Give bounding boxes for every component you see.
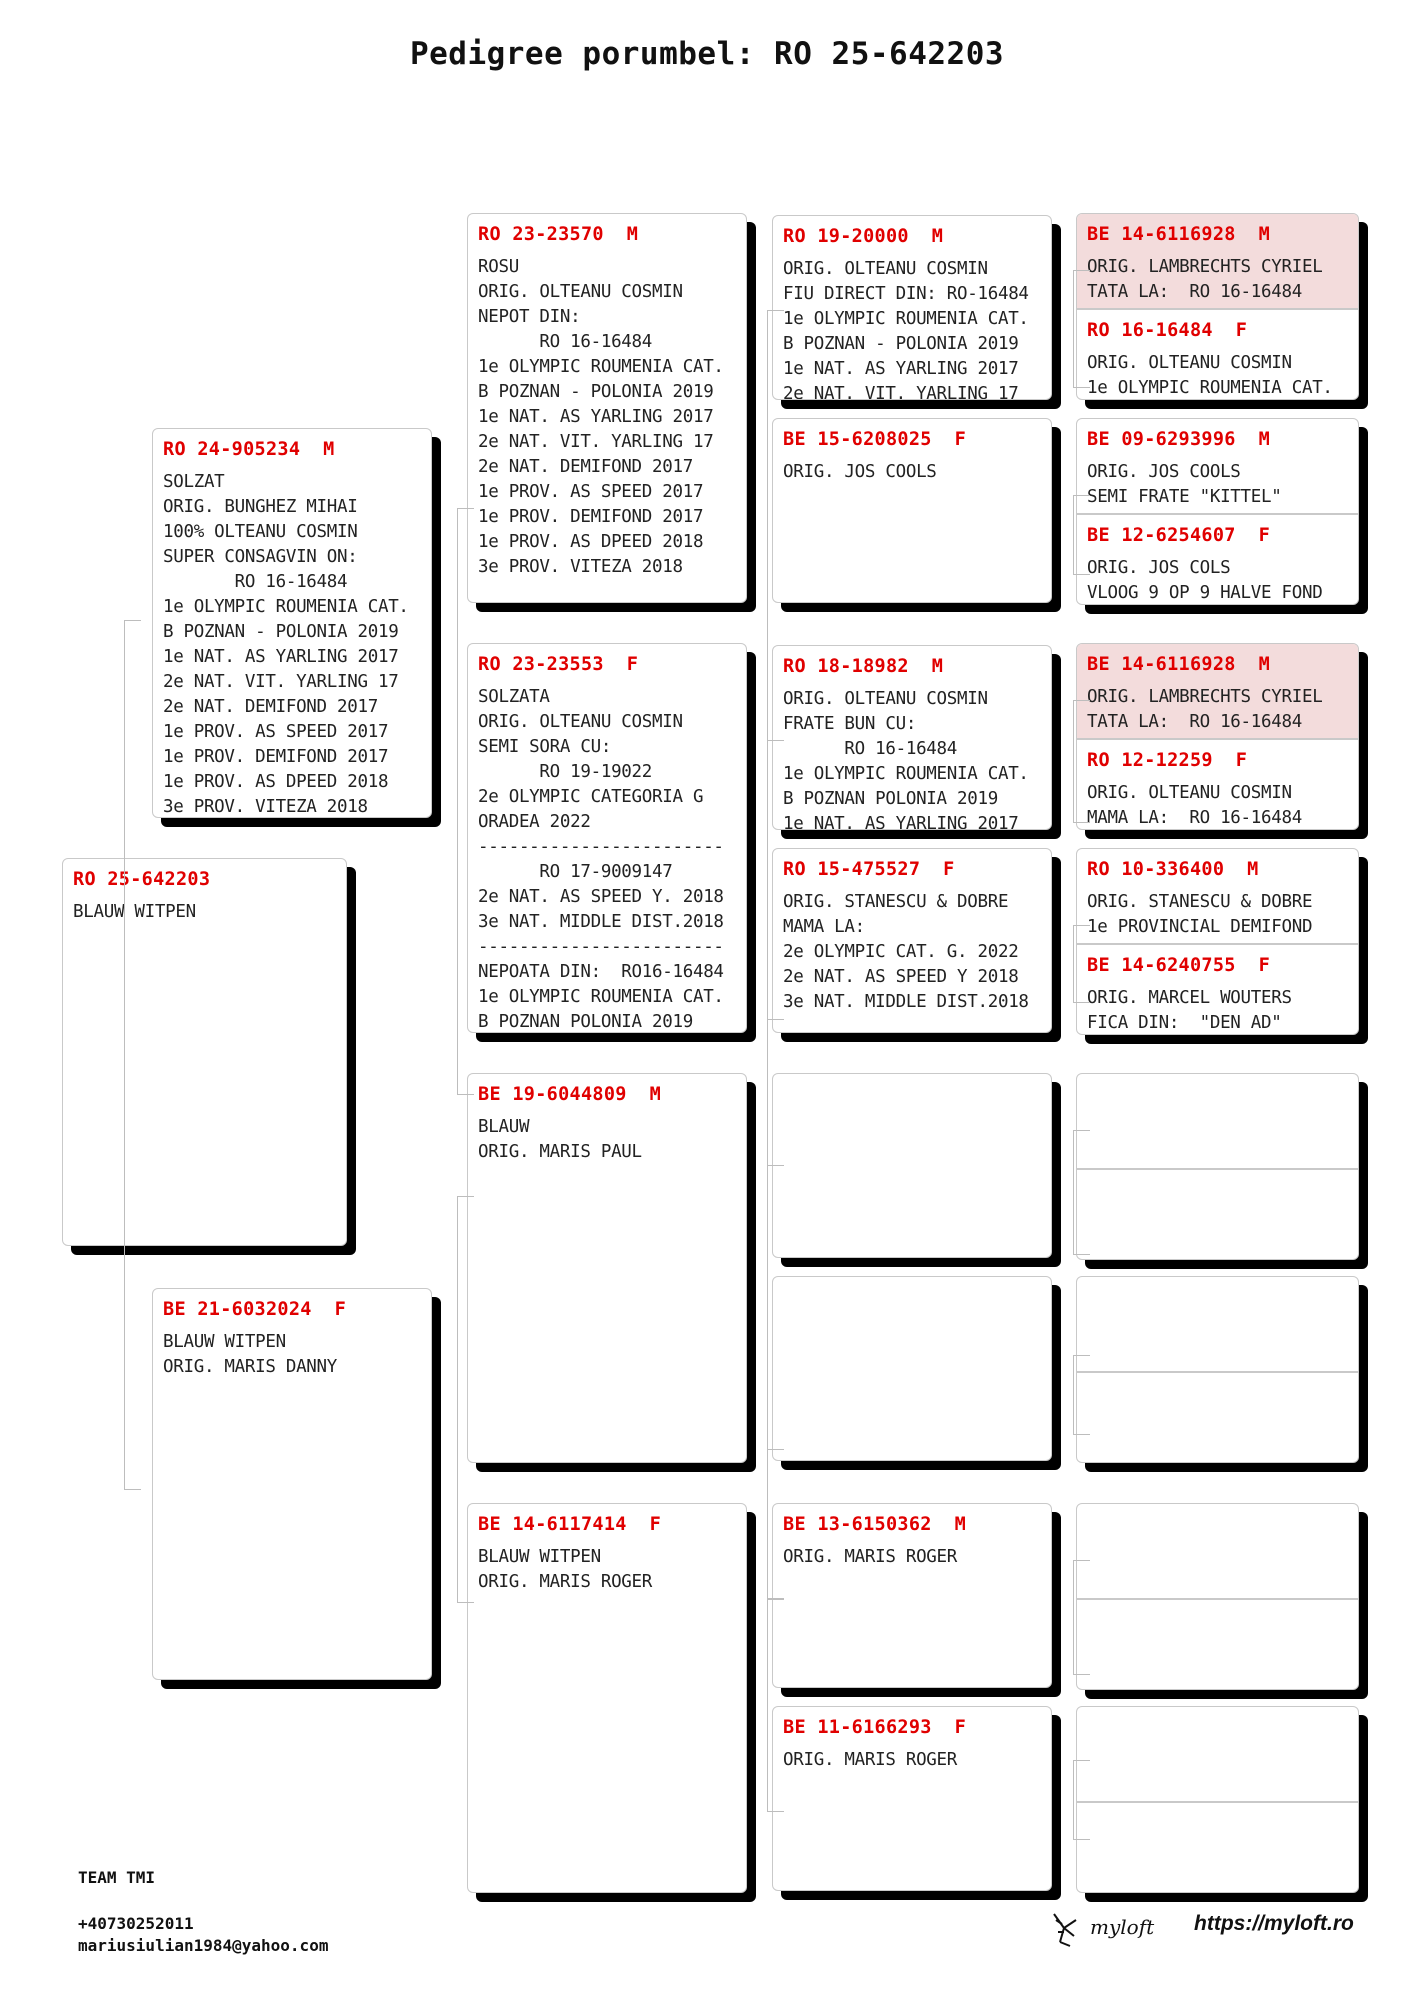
pedigree-line: ORIG. MARIS PAUL	[478, 1142, 642, 1162]
pedigree-line: BLAUW WITPEN	[163, 1332, 286, 1352]
bracket-connector	[1073, 1760, 1074, 1840]
pedigree-line: ORADEA 2022	[478, 812, 591, 832]
pedigree-line: ------------------------	[478, 837, 724, 857]
logo-wordmark: myloft	[1090, 1915, 1155, 1939]
sire-dam-card-ring: RO 23-23553 F	[478, 654, 639, 675]
pedigree-line: FICA DIN: "DEN AD"	[1087, 1013, 1282, 1033]
bracket-connector	[767, 1165, 768, 1600]
pedigree-line: BLAUW WITPEN	[478, 1547, 601, 1567]
pedigree-line: SUPER CONSAGVIN ON:	[163, 547, 358, 567]
pedigree-line: TATA LA: RO 16-16484	[1087, 282, 1302, 302]
pedigree-line: SEMI FRATE "KITTEL"	[1087, 487, 1282, 507]
pedigree-line: NEPOT DIN:	[478, 307, 581, 327]
pedigree-line: B POZNAN POLONIA 2019	[783, 789, 998, 809]
pedigree-line: B POZNAN - POLONIA 2019	[478, 382, 714, 402]
pedigree-line: 1e NAT. AS YARLING 2017	[783, 359, 1019, 379]
pedigree-line: ORIG. JOS COOLS	[783, 462, 937, 482]
pedigree-line: ORIG. MARIS ROGER	[783, 1547, 958, 1567]
pedigree-line: 100% OLTEANU COSMIN	[163, 522, 358, 542]
pedigree-line: ORIG. OLTEANU COSMIN	[478, 712, 683, 732]
pedigree-line: ORIG. LAMBRECHTS CYRIEL	[1087, 687, 1323, 707]
pedigree-line: ------------------------	[478, 937, 724, 957]
g4-card	[1076, 1073, 1359, 1260]
g3-card	[772, 1706, 1052, 1891]
pedigree-line: ORIG. OLTEANU COSMIN	[1087, 783, 1292, 803]
pedigree-line: VLOOG 9 OP 9 HALVE FOND	[1087, 583, 1323, 603]
g3-card	[772, 1073, 1052, 1258]
pedigree-line: ORIG. OLTEANU COSMIN	[1087, 353, 1292, 373]
pedigree-line: B POZNAN - POLONIA 2019	[783, 334, 1019, 354]
website-url: https://myloft.ro	[1194, 1912, 1354, 1935]
g4-bottom-ring: BE 12-6254607 F	[1087, 525, 1271, 546]
pedigree-line: 1e PROV. DEMIFOND 2017	[163, 747, 389, 767]
pedigree-line: 3e NAT. MIDDLE DIST.2018	[783, 992, 1029, 1012]
dam-card-ring: BE 21-6032024 F	[163, 1299, 347, 1320]
pedigree-line: 1e PROV. AS SPEED 2017	[478, 482, 704, 502]
pedigree-line: 1e PROV. AS SPEED 2017	[163, 722, 389, 742]
bracket-connector	[1073, 495, 1074, 575]
bracket-connector	[1073, 1355, 1074, 1435]
g4-card	[1076, 848, 1359, 1035]
bracket-connector	[457, 1196, 458, 1603]
pedigree-line: 2e NAT. AS SPEED Y 2018	[783, 967, 1019, 987]
pedigree-line: ROSU	[478, 257, 519, 277]
bracket-connector	[1073, 1130, 1074, 1255]
pedigree-line: 1e NAT. AS YARLING 2017	[478, 407, 714, 427]
pedigree-line: ORIG. OLTEANU COSMIN	[783, 689, 988, 709]
g3-card-ring: BE 15-6208025 F	[783, 429, 967, 450]
g3-card	[772, 418, 1052, 603]
bracket-connector	[1073, 925, 1074, 1003]
g3-card-ring: BE 11-6166293 F	[783, 1717, 967, 1738]
sire-card	[152, 428, 432, 818]
pedigree-line: SOLZATA	[478, 687, 550, 707]
g4-top-ring: BE 14-6116928 M	[1087, 224, 1271, 245]
pedigree-line: B POZNAN - POLONIA 2019	[163, 622, 399, 642]
pedigree-line: 3e PROV. VITEZA 2018	[163, 797, 368, 817]
pedigree-line: 1e OLYMPIC ROUMENIA CAT.	[1087, 378, 1333, 398]
g4-card	[1076, 418, 1359, 605]
sire-sire-card	[467, 213, 747, 603]
pedigree-line: 2e NAT. VIT. YARLING 17	[478, 432, 714, 452]
pedigree-line: 2e NAT. DEMIFOND 2017	[163, 697, 378, 717]
g3-card-ring: RO 19-20000 M	[783, 226, 944, 247]
g4-card	[1076, 643, 1359, 830]
pedigree-line: 1e NAT. AS YARLING 2017	[783, 814, 1019, 829]
pigeon-icon	[1054, 1914, 1076, 1946]
g4-top-ring: RO 10-336400 M	[1087, 859, 1259, 880]
g4-card	[1076, 1503, 1359, 1690]
pedigree-line: 3e PROV. VITEZA 2018	[478, 557, 683, 577]
g4-bottom-ring: BE 14-6240755 F	[1087, 955, 1271, 976]
pedigree-line: ORIG. OLTEANU COSMIN	[478, 282, 683, 302]
subject-card-ring: RO 25-642203	[73, 869, 211, 890]
dam-sire-card	[467, 1073, 747, 1463]
bracket-connector	[457, 508, 458, 1095]
pedigree-line: 1e OLYMPIC ROUMENIA CAT.	[783, 309, 1029, 329]
pedigree-line: RO 16-16484	[478, 332, 653, 352]
pedigree-line: ORIG. STANESCU & DOBRE	[783, 892, 1009, 912]
pedigree-line: 1e PROV. AS DPEED 2018	[163, 772, 389, 792]
g3-card-ring: RO 15-475527 F	[783, 859, 955, 880]
pedigree-line: ORIG. MARIS ROGER	[478, 1572, 653, 1592]
dam-sire-card-ring: BE 19-6044809 M	[478, 1084, 662, 1105]
g3-card	[772, 645, 1052, 830]
g4-top-ring: BE 14-6116928 M	[1087, 654, 1271, 675]
pedigree-line: RO 17-9009147	[478, 862, 673, 882]
g3-card	[772, 1276, 1052, 1461]
pedigree-line: ORIG. BUNGHEZ MIHAI	[163, 497, 358, 517]
dam-dam-card	[467, 1503, 747, 1893]
myloft-logo	[1050, 1906, 1170, 1950]
pedigree-line: 3e NAT. MIDDLE DIST.2018	[478, 912, 724, 932]
bracket-connector	[767, 1598, 768, 1812]
pedigree-line: BLAUW	[478, 1117, 530, 1137]
g3-card	[772, 215, 1052, 400]
pedigree-line: TATA LA: RO 16-16484	[1087, 712, 1302, 732]
pedigree-line: B POZNAN POLONIA 2019	[478, 1012, 693, 1032]
pedigree-line: SOLZAT	[163, 472, 225, 492]
pedigree-line: 1e NAT. AS YARLING 2017	[163, 647, 399, 667]
pedigree-line: ORIG. OLTEANU COSMIN	[783, 259, 988, 279]
pedigree-line: 1e PROVINCIAL DEMIFOND	[1087, 917, 1313, 937]
pedigree-line: BLAUW WITPEN	[73, 902, 196, 922]
pedigree-line: ORIG. LAMBRECHTS CYRIEL	[1087, 257, 1323, 277]
pedigree-line: ORIG. STANESCU & DOBRE	[1087, 892, 1313, 912]
g3-card	[772, 848, 1052, 1033]
pedigree-line: ORIG. MARIS ROGER	[783, 1750, 958, 1770]
pedigree-line: 2e NAT. VIT. YARLING 17	[783, 384, 1019, 399]
bracket-connector	[124, 620, 125, 1490]
sire-dam-card	[467, 643, 747, 1033]
pedigree-line: 1e OLYMPIC ROUMENIA CAT.	[478, 987, 724, 1007]
pedigree-line: 2e NAT. DEMIFOND 2017	[478, 457, 693, 477]
g4-card	[1076, 1276, 1359, 1463]
g4-bottom-ring: RO 12-12259 F	[1087, 750, 1248, 771]
bracket-connector	[1073, 700, 1074, 823]
pedigree-line: 2e NAT. VIT. YARLING 17	[163, 672, 399, 692]
pedigree-line: 2e OLYMPIC CAT. G. 2022	[783, 942, 1019, 962]
dam-card	[152, 1288, 432, 1680]
pedigree-line: ORIG. JOS COLS	[1087, 558, 1231, 578]
bracket-connector	[1073, 270, 1074, 388]
pedigree-line: FIU DIRECT DIN: RO-16484	[783, 284, 1029, 304]
pedigree-line: MAMA LA: RO 16-16484	[1087, 808, 1302, 828]
pedigree-line: RO 16-16484	[783, 739, 958, 759]
g4-top-ring: BE 09-6293996 M	[1087, 429, 1271, 450]
phone-number: +40730252011	[78, 1914, 194, 1933]
bracket-connector	[1073, 1560, 1074, 1675]
pedigree-line: FRATE BUN CU:	[783, 714, 917, 734]
pedigree-line: 1e OLYMPIC ROUMENIA CAT.	[478, 357, 724, 377]
pedigree-line: ORIG. MARCEL WOUTERS	[1087, 988, 1292, 1008]
g3-card-ring: RO 18-18982 M	[783, 656, 944, 677]
pedigree-line: ORIG. MARIS DANNY	[163, 1357, 338, 1377]
dam-dam-card-ring: BE 14-6117414 F	[478, 1514, 662, 1535]
g4-card	[1076, 1706, 1359, 1893]
pedigree-line: ORIG. JOS COOLS	[1087, 462, 1241, 482]
pedigree-line: 1e OLYMPIC ROUMENIA CAT.	[783, 764, 1029, 784]
pedigree-line: NEPOATA DIN: RO16-16484	[478, 962, 724, 982]
pedigree-line: 1e PROV. AS DPEED 2018	[478, 532, 704, 552]
g3-card	[772, 1503, 1052, 1688]
email-address: mariusiulian1984@yahoo.com	[78, 1936, 329, 1955]
sire-card-ring: RO 24-905234 M	[163, 439, 335, 460]
pedigree-line: 1e OLYMPIC ROUMENIA CAT.	[163, 597, 409, 617]
g3-card-ring: BE 13-6150362 M	[783, 1514, 967, 1535]
pedigree-line: RO 16-16484	[163, 572, 348, 592]
subject-card	[62, 858, 347, 1246]
pedigree-line: RO 19-19022	[478, 762, 653, 782]
pedigree-line: 2e NAT. AS SPEED Y. 2018	[478, 887, 724, 907]
pedigree-line: MAMA LA:	[783, 917, 865, 937]
team-name: TEAM TMI	[78, 1868, 156, 1887]
pedigree-line: 2e OLYMPIC CATEGORIA G	[478, 787, 704, 807]
pedigree-line: SEMI SORA CU:	[478, 737, 612, 757]
g4-bottom-ring: RO 16-16484 F	[1087, 320, 1248, 341]
page-title: Pedigree porumbel: RO 25-642203	[409, 36, 1005, 72]
sire-sire-card-ring: RO 23-23570 M	[478, 224, 639, 245]
g4-card	[1076, 213, 1359, 400]
pedigree-line: 1e PROV. DEMIFOND 2017	[478, 507, 704, 527]
